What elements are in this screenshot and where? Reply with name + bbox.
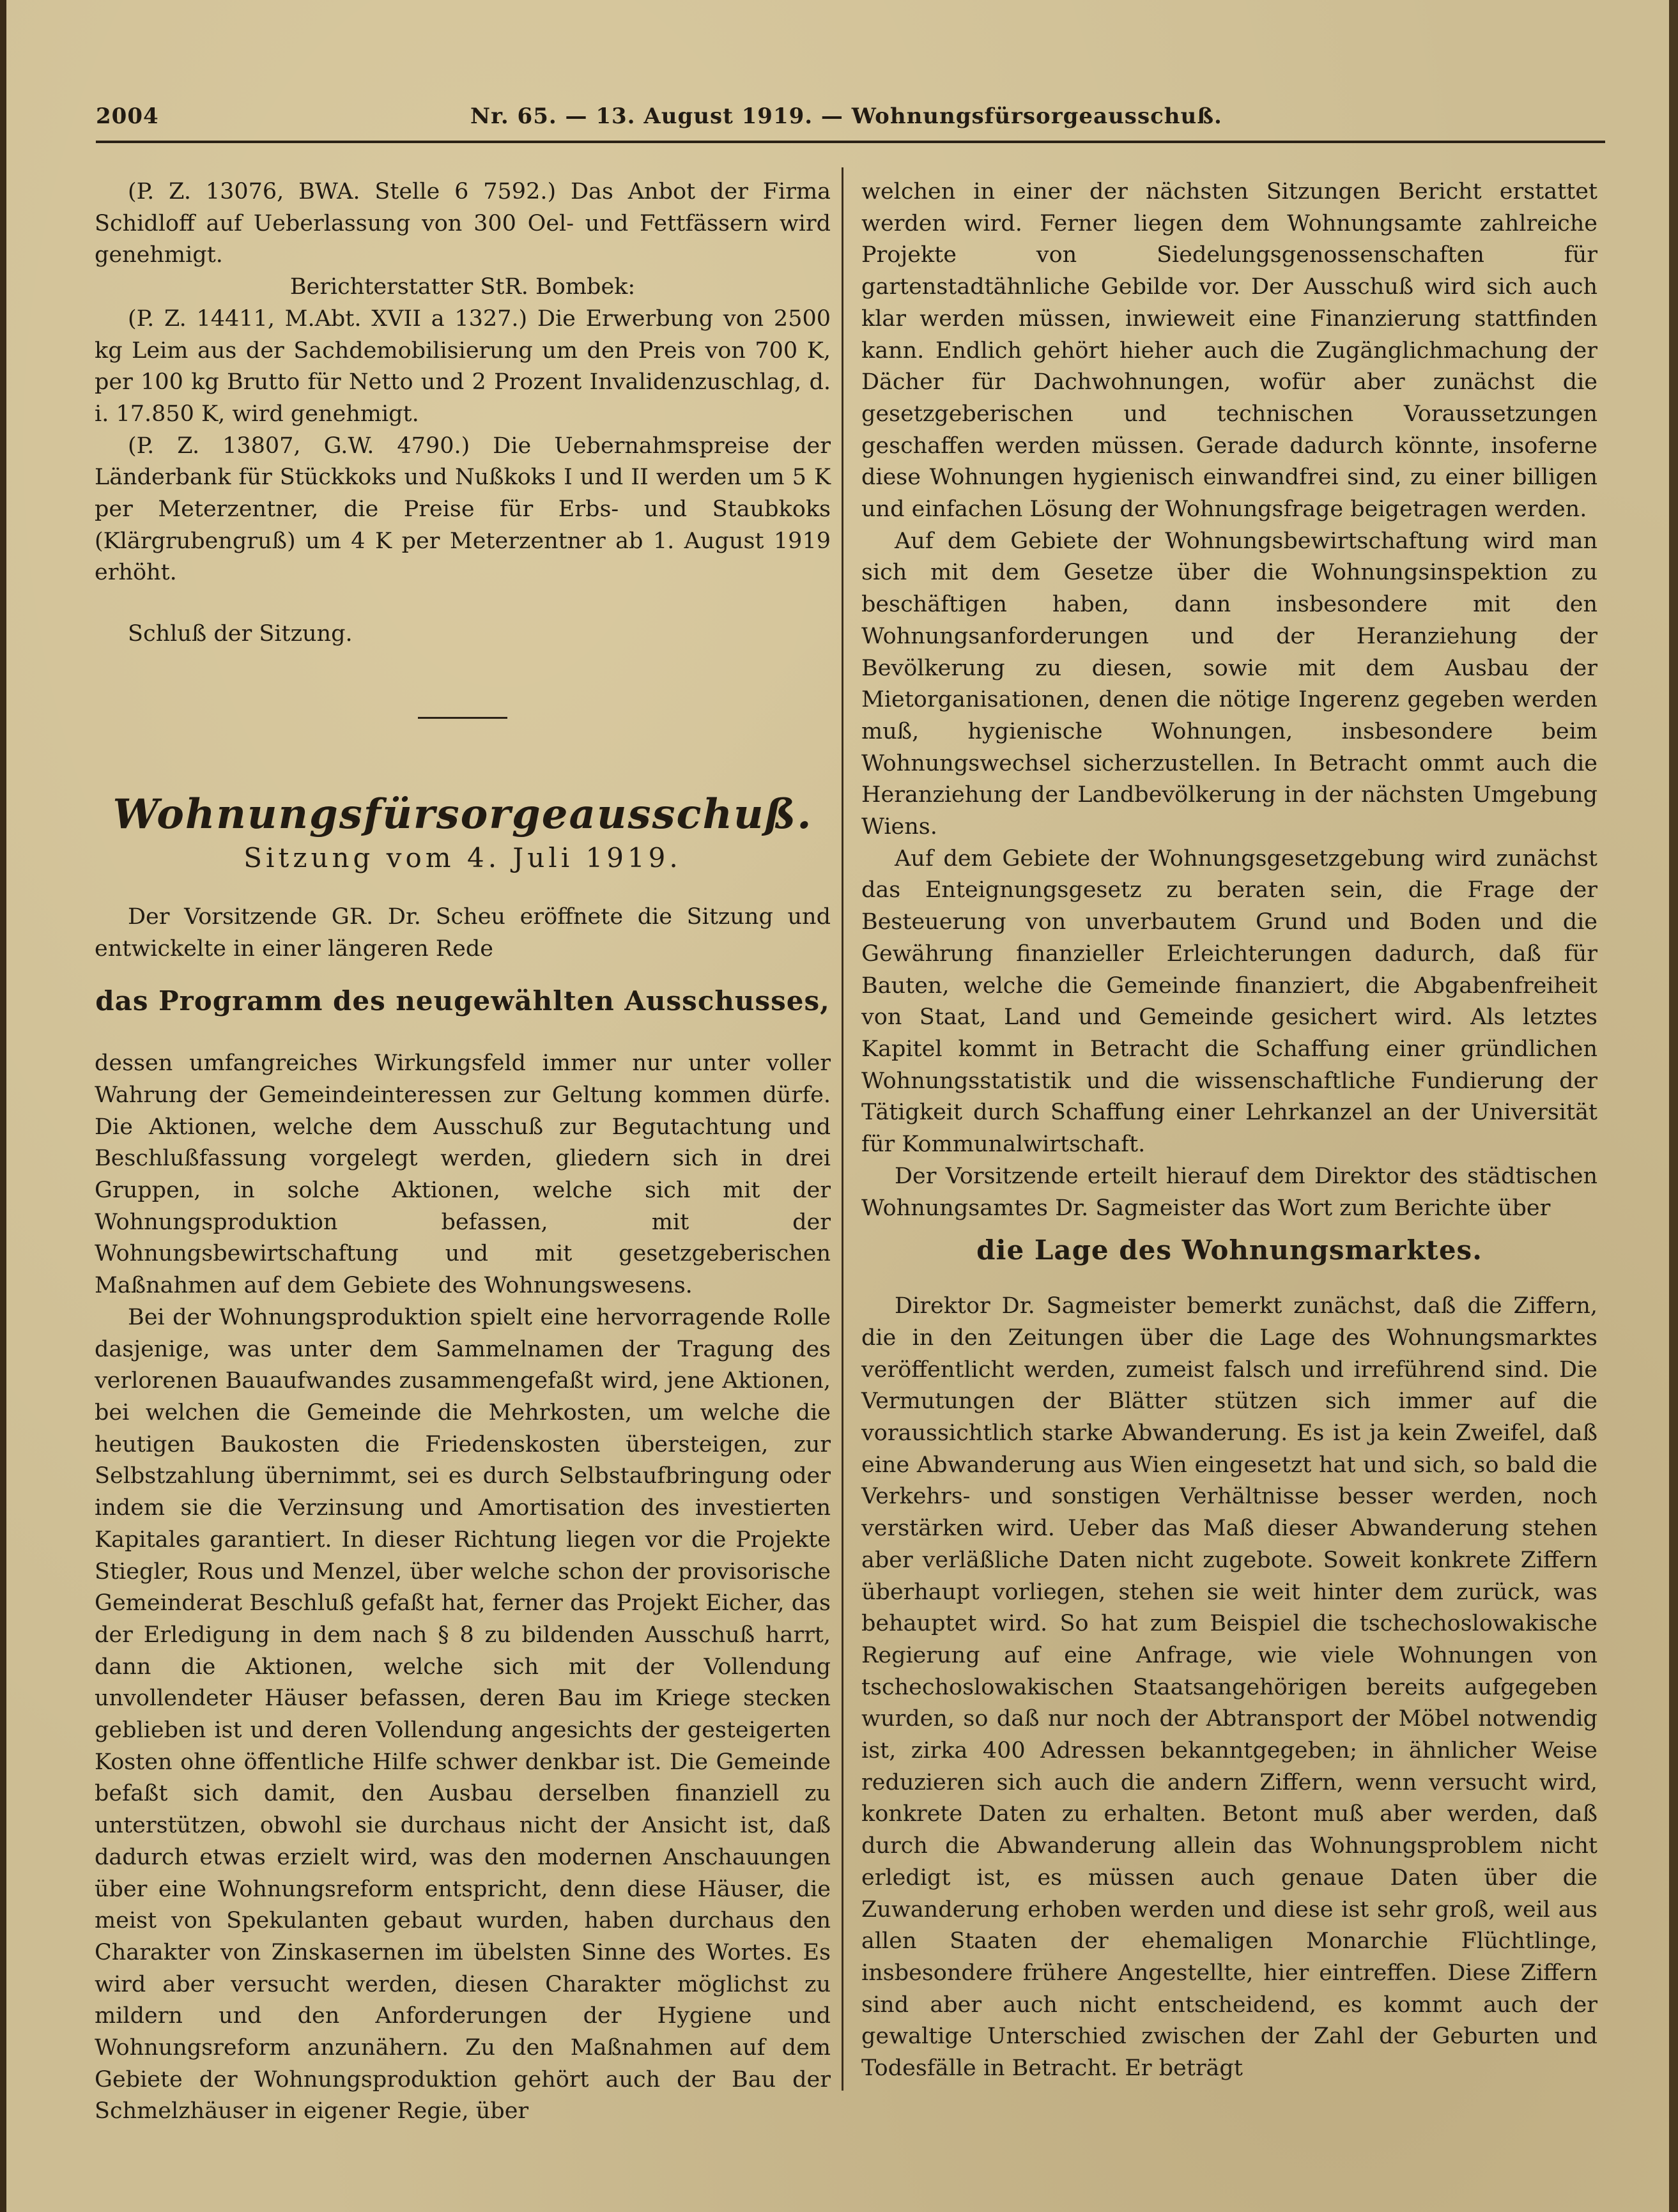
section-heading-markt: die Lage des Wohnungsmarktes. <box>976 1234 1482 1266</box>
running-head: Nr. 65. — 13. August 1919. — Wohnungsfürsorgeausschuß. <box>470 104 1222 129</box>
column-divider <box>842 167 843 2091</box>
paragraph-continuation: welchen in einer der nächsten Sitzungen Bericht erstattet werden wird. Ferner liegen dem Wohnungsamte zahlreiche Projekte von Siedelungsgenossenschaften für gartenstadtähnliche Gebilde vor. Der Ausschuß wird sich auch klar werden müssen, inwieweit eine Finanzierung stattfinden kann. Endlich gehört hieher auch die Zugänglichmachung der Dächer für Dachwohnungen, wofür aber zunächst die gesetzgeberischen und technischen Voraussetzungen geschaffen werden müssen. Gerade dadurch könnte, insoferne diese Wohnungen hygienisch einwandfrei sind, zu einer billigen und einfachen Lösung der Wohnungsfrage beigetragen werden. <box>861 179 1597 523</box>
rapporteur-line: Berichterstatter StR. Bombek: <box>289 274 636 300</box>
section-divider <box>418 717 507 719</box>
header-rule <box>96 141 1605 143</box>
paragraph-koks: (P. Z. 13807, G.W. 4790.) Die Uebernahmspreise der Länderbank für Stückkoks und Nußkoks I und II werden um 5 K per Meterzentner, die Preise für Erbs- und Staubkoks (Klärgrubengruß) um 4 K per Meterzentner ab 1. August 1919 erhöht. <box>95 433 831 586</box>
committee-title: Wohnungsfürsorgeausschuß. <box>112 790 813 838</box>
paragraph-direktor: Der Vorsitzende erteilt hierauf dem Direktor des städtischen Wohnungsamtes Dr. Sagmeister das Wort zum Berichte über <box>861 1163 1597 1221</box>
closing-line: Schluß der Sitzung. <box>128 621 353 647</box>
running-header <box>96 104 1222 142</box>
intro-paragraph: Der Vorsitzende GR. Dr. Scheu eröffnete die Sitzung und entwickelte in einer längeren Rede <box>95 903 831 962</box>
section-heading-program: das Programm des neugewählten Ausschusses, <box>95 985 830 1017</box>
paragraph-program: dessen umfangreiches Wirkungsfeld immer nur unter voller Wahrung der Gemeindeinteressen zur Geltung kommen dürfe. Die Aktionen, welche dem Ausschuß zur Begutachtung und Beschlußfassung vorgelegt werden, gliedern sich in drei Gruppen, in solche Aktionen, welche sich mit der Wohnungsproduktion befassen, mit der Wohnungsbewirtschaftung und mit gesetzgeberischen Maßnahmen auf dem Gebiete des Wohnungswesens. <box>95 1050 831 1299</box>
paragraph-leim: (P. Z. 14411, M.Abt. XVII a 1327.) Die Erwerbung von 2500 kg Leim aus der Sachdemobilisierung um den Preis von 700 K, per 100 kg Brutto für Netto und 2 Prozent Invalidenzuschlag, d. i. 17.850 K, wird genehmigt. <box>95 305 831 427</box>
left-column <box>95 176 831 2128</box>
page-number: 2004 <box>96 104 159 129</box>
paragraph-markt: Direktor Dr. Sagmeister bemerkt zunächst, daß die Ziffern, die in den Zeitungen über die Lage des Wohnungsmarktes veröffentlicht werden, zumeist falsch und irreführend sind. Die Vermutungen der Blätter stützen sich immer auf die voraussichtlich starke Abwanderung. Es ist ja kein Zweifel, daß eine Abwanderung aus Wien eingesetzt hat und sich, so bald die Verkehrs- und sonstigen Verhältnisse besser werden, noch verstärken wird. Ueber das Maß dieser Abwanderung stehen aber verläßliche Daten nicht zugebote. Soweit konkrete Ziffern überhaupt vorliegen, stehen sie weit hinter dem zurück, was behauptet wird. So hat zum Beispiel die tschechoslowakische Regierung auf eine Anfrage, wie viele Wohnungen von tschechoslowakischen Staatsangehörigen bereits aufgegeben wurden, so daß nur noch der Abtransport der Möbel notwendig ist, zirka 400 Adressen bekanntgegeben; in ähnlicher Weise reduzieren sich auch die andern Ziffern, wenn versucht wird, konkrete Daten zu erhalten. Betont muß aber werden, daß durch die Abwanderung allein das Wohnungsproblem nicht erledigt ist, es müssen auch genaue Daten über die Zuwanderung erhoben werden und diese ist sehr groß, weil aus allen Staaten der ehemaligen Monarchie Flüchtlinge, insbesondere frühere Angestellte, hier eintreffen. Diese Ziffern sind aber auch nicht entscheidend, es kommt auch der gewaltige Unterschied zwischen der Zahl der Geburten und Todesfälle in Betracht. Er beträgt <box>861 1293 1597 2082</box>
session-date: Sitzung vom 4. Juli 1919. <box>243 841 682 873</box>
paragraph-produktion: Bei der Wohnungsproduktion spielt eine hervorragende Rolle dasjenige, was unter dem Sammelnamen der Tragung des verlorenen Bauaufwandes zusammengefaßt wird, jene Aktionen, bei welchen die Gemeinde die Mehrkosten, um welche die heutigen Baukosten die Friedenskosten übersteigen, zur Selbstzahlung übernimmt, sei es durch Selbstaufbringung oder indem sie die Verzinsung und Amortisation des investierten Kapitales garantiert. In dieser Richtung liegen vor die Projekte Stiegler, Rous und Menzel, über welche schon der provisorische Gemeinderat Beschluß gefaßt hat, ferner das Projekt Eicher, das der Erledigung in dem nach § 8 zu bildenden Ausschuß harrt, dann die Aktionen, welche sich mit der Vollendung unvollendeter Häuser befassen, deren Bau im Kriege stecken geblieben ist und deren Vollendung angesichts der gesteigerten Kosten ohne öffentliche Hilfe schwer denkbar ist. Die Gemeinde befaßt sich damit, den Ausbau derselben finanziell zu unterstützen, obwohl sie durchaus nicht der Ansicht ist, daß dadurch etwas erzielt wird, was den modernen Anschauungen über eine Wohnungsreform entspricht, denn diese Häuser, die meist von Spekulanten gebaut wurden, haben durchaus den Charakter von Zinskasernen im übelsten Sinne des Wortes. Es wird aber versucht werden, diesen Charakter möglichst zu mildern und den Anforderungen der Hygiene und Wohnungsreform anzunähern. Zu den Maßnahmen auf dem Gebiete der Wohnungsproduktion gehört auch der Bau der Schmelzhäuser in eigener Regie, über <box>95 1304 831 2124</box>
paragraph-bewirtschaftung: Auf dem Gebiete der Wohnungsbewirtschaftung wird man sich mit dem Gesetze über die Wohnungsinspektion zu beschäftigen haben, dann insbesondere mit den Wohnungsanforderungen und der Heranziehung der Bevölkerung zu diesen, sowie mit dem Ausbau der Mietorganisationen, denen die nötige Ingerenz gegeben werden muß, hygienische Wohnungen, insbesondere beim Wohnungswechsel sicherzustellen. In Betracht ommt auch die Heranziehung der Landbevölkerung in der nächsten Umgebung Wiens. <box>861 528 1597 840</box>
right-column <box>861 176 1597 2085</box>
paragraph-gesetzgebung: Auf dem Gebiete der Wohnungsgesetzgebung wird zunächst das Enteignungsgesetz zu beraten sein, die Frage der Besteuerung von unverbautem Grund und Boden und die Gewährung finanzieller Erleichterungen dadurch, daß für Bauten, welche die Gemeinde finanziert, die Abgabenfreiheit von Staat, Land und Gemeinde gesichert wird. Als letztes Kapitel kommt in Betracht die Schaffung einer gründlichen Wohnungsstatistik und die wissenschaftliche Fundierung der Tätigkeit durch Schaffung einer Lehrkanzel an der Universität für Kommunalwirtschaft. <box>861 845 1597 1158</box>
paragraph-bwa: (P. Z. 13076, BWA. Stelle 6 7592.) Das Anbot der Firma Schidloff auf Ueberlassung von 300 Oel- und Fettfässern wird genehmigt. <box>95 179 831 268</box>
